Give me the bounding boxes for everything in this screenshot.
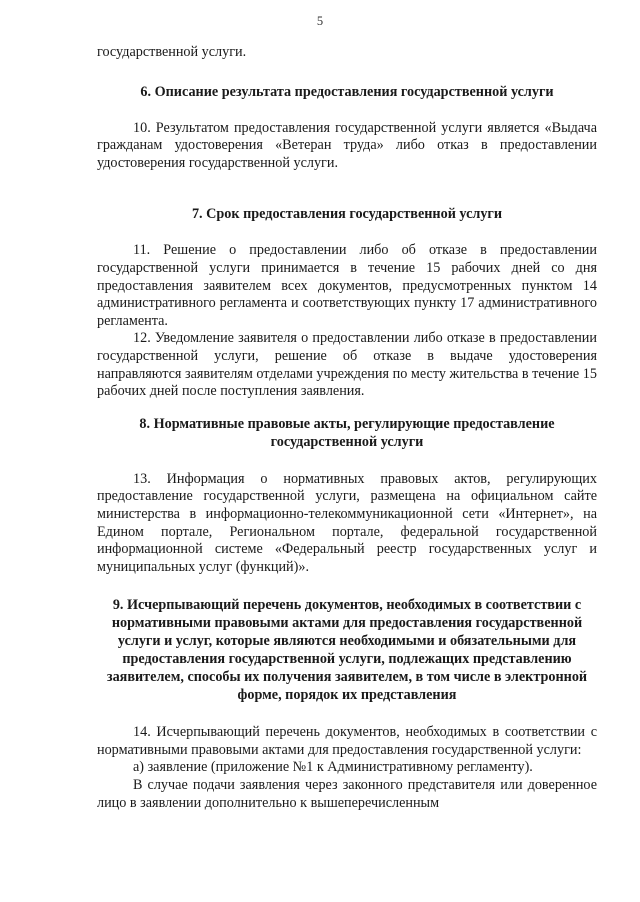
section-6-heading: 6. Описание результата предоставления государственной услуги bbox=[140, 83, 554, 100]
section-8-heading: 8. Нормативные правовые акты, регулирующие предоставление государственной услуги bbox=[139, 415, 555, 450]
paragraph-10: 10. Результатом предоставления государственной услуги является «Выдача гражданам удостоверения «Ветеран труда» либо отказ в предоставлении удостоверения государственной услуги. bbox=[97, 119, 597, 171]
paragraph-14: 14. Исчерпывающий перечень документов, необходимых в соответствии с нормативными правовыми актами для предоставления государственной услуги: bbox=[97, 724, 597, 758]
paragraph-representative: В случае подачи заявления через законного представителя или доверенное лицо в заявлении дополнительно к вышеперечисленным bbox=[97, 777, 597, 811]
paragraph-12: 12. Уведомление заявителя о предоставлении либо отказе в предоставлении государственной услуги, решение об отказе в выдаче удостоверения направляются заявителям отделами учреждения по месту жительства в течение 15 рабочих дней после поступления заявления. bbox=[97, 330, 597, 400]
document-body bbox=[97, 44, 597, 812]
section-9-heading: 9. Исчерпывающий перечень документов, необходимых в соответствии с нормативными правовыми актами для предоставления государственной услуги и услуг, которые являются необходимыми и обязательными для предоставления государственной услуги, подлежащих представлению заявителем, способы их получения заявителем, в том числе в электронной форме, порядок их представления bbox=[106, 597, 588, 704]
paragraph-11: 11. Решение о предоставлении либо об отказе в предоставлении государственной услуги принимается в течение 15 рабочих дней со дня предоставления заявителем всех документов, предусмотренных пунктом 14 административного регламента и соответствующих пункту 17 административного регламента. bbox=[97, 242, 597, 329]
paragraph-13: 13. Информация о нормативных правовых актов, регулирующих предоставление государственной услуги, размещена на официальном сайте министерства в информационно-телекоммуникационной сети «Интернет», на Едином портале, Региональном портале, федеральной государственной информационной системе «Федеральный реестр государственных услуг и муниципальных услуг (функций)». bbox=[97, 470, 597, 575]
list-item-a: а) заявление (приложение №1 к Административному регламенту). bbox=[133, 759, 533, 776]
page-number: 5 bbox=[316, 14, 324, 28]
intro-line: государственной услуги. bbox=[97, 44, 247, 60]
section-7-heading: 7. Срок предоставления государственной услуги bbox=[191, 206, 503, 223]
